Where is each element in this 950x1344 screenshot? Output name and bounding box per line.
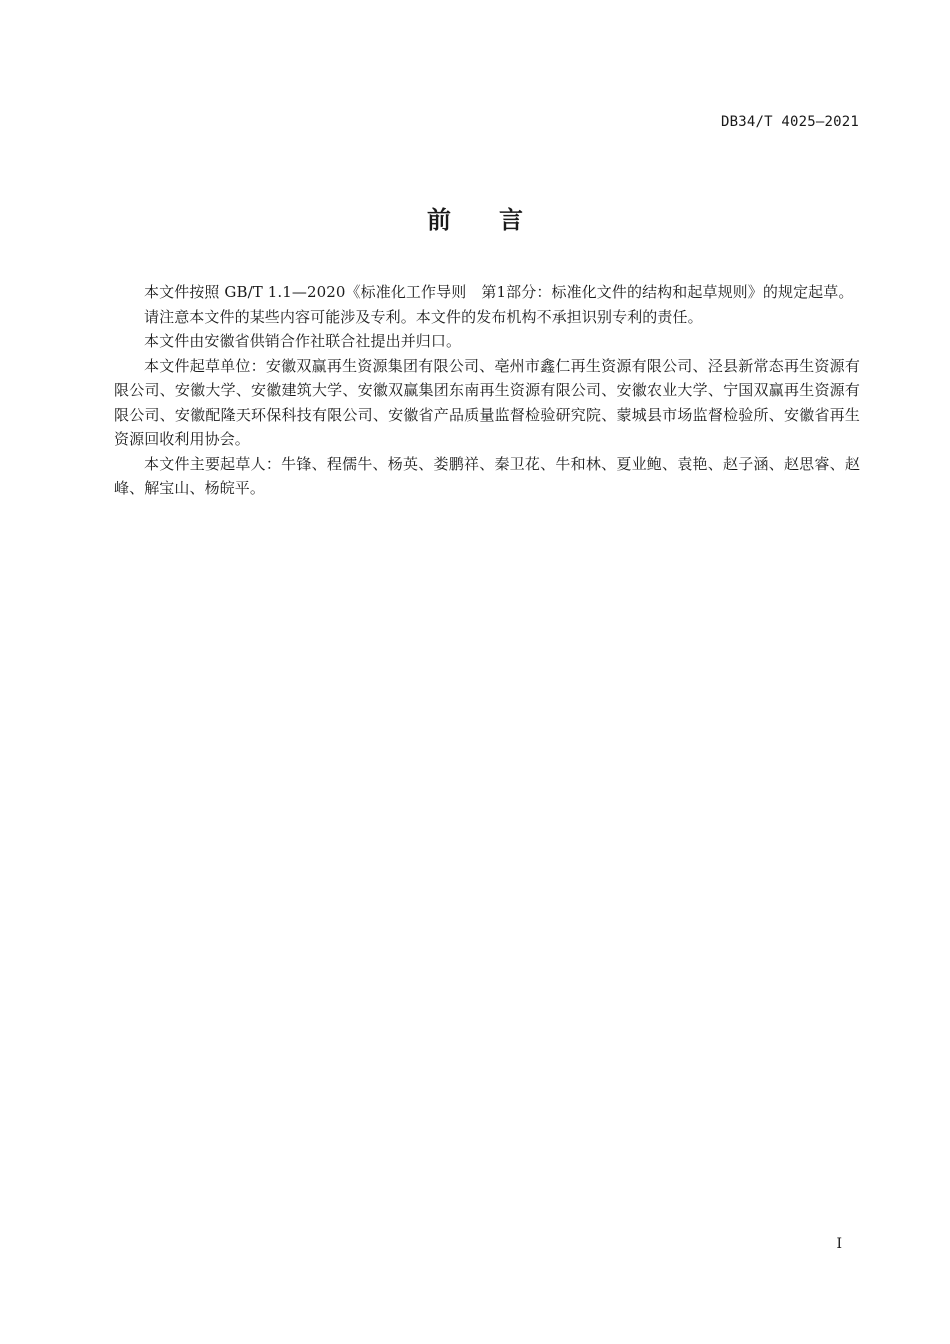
document-code: DB34/T 4025—2021 xyxy=(720,114,859,130)
page-title: 前言 xyxy=(427,206,571,234)
foreword-body xyxy=(114,280,860,501)
paragraph-proposer: 本文件由安徽省供销合作社联合社提出并归口。 xyxy=(144,332,462,350)
paragraph-drafting-rules: 本文件按照 GB/T 1.1—2020《标准化工作导则 第1部分：标准化文件的结构和起草规则》的规定起草。 xyxy=(144,283,854,301)
paragraph-patent-notice: 请注意本文件的某些内容可能涉及专利。本文件的发布机构不承担识别专利的责任。 xyxy=(144,307,703,326)
page-number: I xyxy=(836,1236,842,1252)
paragraph-drafters: 本文件主要起草人：牛锋、程儒牛、杨英、娄鹏祥、秦卫花、牛和林、夏业鲍、袁艳、赵子涵、赵思睿、赵峰、解宝山、杨皖平。 xyxy=(114,454,860,497)
paragraph-drafting-units: 本文件起草单位：安徽双赢再生资源集团有限公司、亳州市鑫仁再生资源有限公司、泾县新常态再生资源有限公司、安徽大学、安徽建筑大学、安徽双赢集团东南再生资源有限公司、安徽农业大学、宁国双赢再生资源有限公司、安徽配隆天环保科技有限公司、安徽省产品质量监督检验研究院、蒙城县市场监督检验所、安徽省再生资源回收利用协会。 xyxy=(114,356,860,448)
